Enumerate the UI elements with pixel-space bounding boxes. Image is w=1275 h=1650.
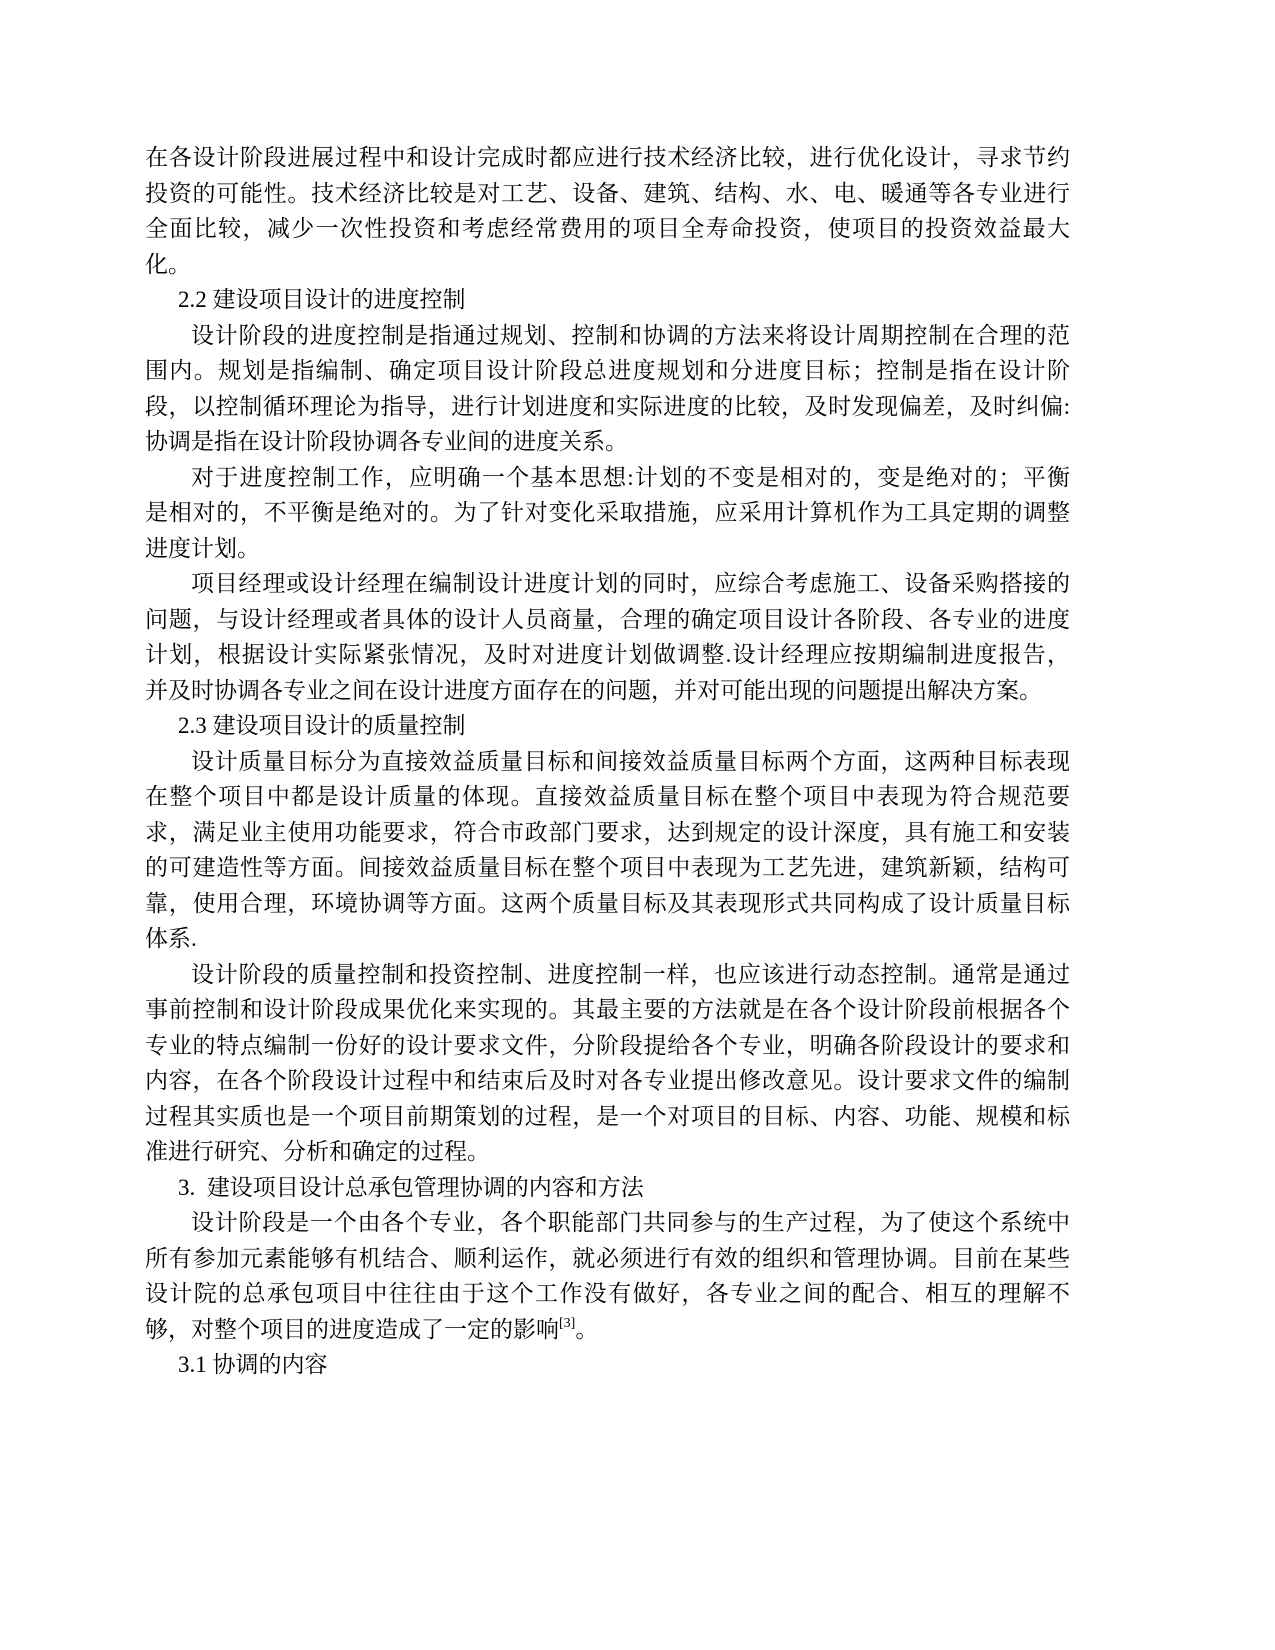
text-line: 投资的可能性。技术经济比较是对工艺、设备、建筑、结构、水、电、暖通等各专业进行 [145,180,1070,206]
text-line: 计划，根据设计实际紧张情况，及时对进度计划做调整.设计经理应按期编制进度报告， [145,642,1070,667]
text-line: 对于进度控制工作，应明确一个基本思想:计划的不变是相对的，变是绝对的；平衡 [191,464,1070,490]
text-line: 全面比较，减少一次性投资和考虑经常费用的项目全寿命投资，使项目的投资效益最大 [145,216,1070,241]
text-line: 的可建造性等方面。间接效益质量目标在整个项目中表现为工艺先进，建筑新颖，结构可 [145,855,1070,880]
text-line: 并及时协调各专业之间在设计进度方面存在的问题，并对可能出现的问题提出解决方案。 [145,677,1042,703]
section-heading: 3. 建设项目设计总承包管理协调的内容和方法 [178,1174,644,1200]
text-line: 项目经理或设计经理在编制设计进度计划的同时，应综合考虑施工、设备采购搭接的 [191,571,1070,596]
text-line: 是相对的，不平衡是绝对的。为了针对变化采取措施，应采用计算机作为工具定期的调整 [145,500,1070,525]
text-line: 协调是指在设计阶段协调各专业间的进度关系。 [145,429,628,454]
text-line: 准进行研究、分析和确定的过程。 [145,1139,490,1164]
text-line: 专业的特点编制一份好的设计要求文件，分阶段提给各个专业，明确各阶段设计的要求和 [145,1032,1070,1058]
text-line: 段，以控制循环理论为指导，进行计划进度和实际进度的比较，及时发现偏差，及时纠偏: [145,393,1070,419]
text-line: 化。 [145,251,191,277]
paragraph [145,566,1070,708]
text-line: 设计院的总承包项目中往往由于这个工作没有做好，各专业之间的配合、相互的理解不 [145,1281,1070,1306]
text-line: 设计阶段的进度控制是指通过规划、控制和协调的方法来将设计周期控制在合理的范 [191,322,1070,348]
section-heading: 2.3 建设项目设计的质量控制 [178,713,466,738]
text-line: 在整个项目中都是设计质量的体现。直接效益质量目标在整个项目中表现为符合规范要 [145,784,1070,809]
text-line: 设计质量目标分为直接效益质量目标和间接效益质量目标两个方面，这两种目标表现 [191,748,1070,774]
text-line-body: 够，对整个项目的进度造成了一定的影响 [145,1316,559,1342]
text-line: 设计阶段的质量控制和投资控制、进度控制一样，也应该进行动态控制。通常是通过 [191,961,1070,987]
text-line [145,1312,1070,1348]
document-body [145,140,1070,1383]
text-line: 体系. [145,926,197,951]
section-heading: 3.1 协调的内容 [178,1352,328,1377]
text-line: 在各设计阶段进展过程中和设计完成时都应进行技术经济比较，进行优化设计，寻求节约 [145,145,1070,170]
paragraph [145,140,1070,282]
text-line: 内容，在各个阶段设计过程中和结束后及时对各专业提出修改意见。设计要求文件的编制 [145,1068,1070,1093]
paragraph [145,318,1070,460]
text-line: 围内。规划是指编制、确定项目设计阶段总进度规划和分进度目标；控制是指在设计阶 [145,358,1070,383]
text-line: 进度计划。 [145,535,260,561]
citation-ref: [3] [559,1316,576,1332]
section-heading: 2.2 建设项目设计的进度控制 [178,287,466,312]
text-line: 问题，与设计经理或者具体的设计人员商量，合理的确定项目设计各阶段、各专业的进度 [145,606,1070,632]
text-line: 靠，使用合理，环境协调等方面。这两个质量目标及其表现形式共同构成了设计质量目标 [145,890,1070,916]
text-line: 事前控制和设计阶段成果优化来实现的。其最主要的方法就是在各个设计阶段前根据各个 [145,997,1070,1022]
paragraph [145,1205,1070,1347]
text-line: 设计阶段是一个由各个专业，各个职能部门共同参与的生产过程，为了使这个系统中 [191,1210,1070,1235]
text-line-tail: 。 [575,1316,599,1342]
text-line: 过程其实质也是一个项目前期策划的过程，是一个对项目的目标、内容、功能、规模和标 [145,1103,1070,1129]
paragraph [145,460,1070,567]
paragraph [145,744,1070,957]
paragraph [145,957,1070,1170]
text-line: 求，满足业主使用功能要求，符合市政部门要求，达到规定的设计深度，具有施工和安装 [145,819,1070,845]
text-line: 所有参加元素能够有机结合、顺利运作，就必须进行有效的组织和管理协调。目前在某些 [145,1245,1070,1271]
